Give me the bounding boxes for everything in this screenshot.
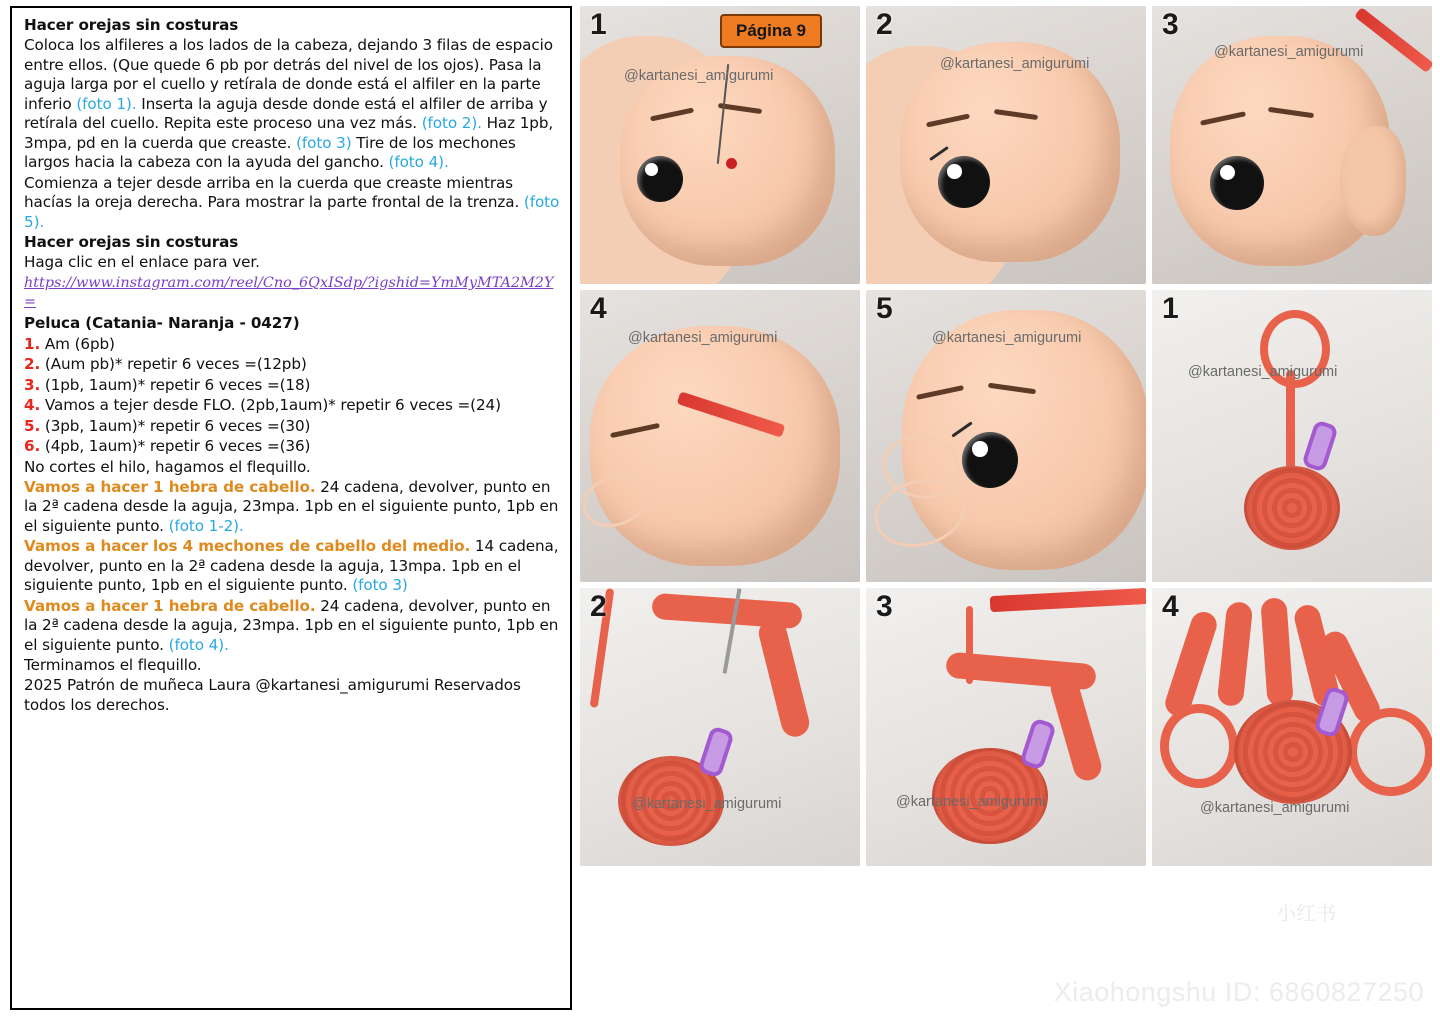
photo-number-badge: 4 — [1162, 590, 1179, 623]
doll-eye — [962, 432, 1018, 488]
photo-number-badge: 4 — [590, 292, 607, 325]
hebra-2-body: 24 cadena, devolver, punto en la 2ª cadena desde la aguja, 23mpa. 1pb en el siguiente punto, 1pb en el siguiente punto. — [24, 596, 559, 654]
round-4-text: Vamos a tejer desde FLO. (2pb,1aum)* repetir 6 veces =(24) — [44, 396, 501, 415]
mechones-foto: (foto 3) — [352, 576, 408, 595]
round-2 — [24, 355, 560, 374]
pin-head — [726, 158, 737, 169]
hebra-2-label: Vamos a hacer 1 hebra de cabello. — [24, 596, 316, 615]
watermark-text: @kartanesi_amigurumi — [624, 68, 774, 84]
no-cortes-line: No cortes el hilo, hagamos el flequillo. — [24, 457, 311, 476]
photo-row-3 — [580, 588, 1432, 866]
page-badge: Página 9 — [720, 14, 822, 48]
instagram-reel-link[interactable]: https://www.instagram.com/reel/Cno_6QxISdp/?igshid=YmMyMTA2M2Y= — [24, 274, 554, 310]
paragraph-1 — [24, 36, 560, 172]
photo-number-badge: 3 — [1162, 8, 1179, 41]
hebra-1-label: Vamos a hacer 1 hebra de cabello. — [24, 477, 316, 496]
photo-grid — [580, 6, 1432, 872]
photo-3[interactable] — [1152, 6, 1432, 284]
terminamos-line: Terminamos el flequillo. — [24, 656, 202, 675]
heading-ears-1: Hacer orejas sin costuras — [24, 16, 239, 34]
p1-foto-3: (foto 3) — [296, 133, 352, 152]
round-2-text: (Aum pb)* repetir 6 veces =(12pb) — [44, 355, 307, 374]
round-3 — [24, 376, 560, 395]
watermark-text: @kartanesi_amigurumi — [932, 330, 1082, 346]
mechones-label: Vamos a hacer los 4 mechones de cabello del medio. — [24, 537, 471, 556]
photo-7[interactable] — [580, 588, 860, 866]
watermark-text: @kartanesi_amigurumi — [940, 56, 1090, 72]
round-1 — [24, 335, 560, 354]
copyright-footer: 2025 Patrón de muñeca Laura @kartanesi_amigurumi Reservados todos los derechos. — [24, 676, 521, 714]
hebra-2-block — [24, 597, 560, 655]
photo-9[interactable] — [1152, 588, 1432, 866]
round-4 — [24, 396, 560, 415]
watermark-text: @kartanesi_amigurumi — [896, 794, 1046, 810]
hebra-2-foto: (foto 4). — [168, 635, 229, 654]
mechones-block — [24, 537, 560, 595]
photo-5[interactable] — [866, 290, 1146, 582]
p1-run-5: Haz 1pb, 3mpa, pd en la cuerda que creaste. — [24, 114, 554, 152]
photo-row-1 — [580, 6, 1432, 284]
yarn-strand — [1286, 370, 1295, 480]
doll-head — [590, 326, 840, 566]
xiaohongshu-id: Xiaohongshu ID: 6860827250 — [1053, 977, 1424, 1007]
photo-6[interactable] — [1152, 290, 1432, 582]
p2-run-1: Comienza a tejer desde arriba en la cuerda que creaste mientras hacías la oreja derecha. Para mostrar la parte frontal de la trenza. — [24, 173, 524, 212]
round-2-number: 2. — [24, 355, 41, 374]
round-3-number: 3. — [24, 375, 41, 394]
yarn-loop — [1160, 704, 1238, 788]
photo-background — [580, 588, 860, 866]
round-5-number: 5. — [24, 416, 41, 435]
watermark-text: @kartanesi_amigurumi — [1188, 364, 1338, 380]
peluca-heading: Peluca (Catania- Naranja - 0427) — [24, 314, 300, 333]
round-1-number: 1. — [24, 334, 41, 353]
hebra-1-block — [24, 478, 560, 536]
watermark-text: @kartanesi_amigurumi — [632, 796, 782, 812]
photo-number-badge: 5 — [876, 292, 893, 325]
photo-number-badge: 1 — [1162, 292, 1179, 325]
paragraph-2 — [24, 174, 560, 232]
photo-4[interactable] — [580, 290, 860, 582]
photo-8[interactable] — [866, 588, 1146, 866]
xiaohongshu-logo: 小红书 — [1246, 892, 1366, 934]
photo-number-badge: 2 — [590, 590, 607, 623]
round-5 — [24, 417, 560, 436]
heading-ears-2: Hacer orejas sin costuras — [24, 232, 239, 251]
hebra-1-foto: (foto 1-2). — [168, 516, 244, 535]
p1-run-3: Inserta la aguja desde donde está el alfiler de arriba y retírala del cuello. Repita este proceso una vez más. — [24, 94, 548, 133]
doll-eye — [1210, 156, 1264, 210]
round-6-number: 6. — [24, 437, 41, 456]
round-1-text: Am (6pb) — [44, 334, 115, 353]
photo-number-badge: 2 — [876, 8, 893, 41]
photo-number-badge: 1 — [590, 8, 607, 41]
photo-1[interactable] — [580, 6, 860, 284]
photo-row-2 — [580, 290, 1432, 582]
watermark-text: @kartanesi_amigurumi — [628, 330, 778, 346]
doll-eye — [938, 156, 990, 208]
doll-ear — [1340, 126, 1406, 236]
watermark-text: @kartanesi_amigurumi — [1200, 800, 1350, 816]
round-5-text: (3pb, 1aum)* repetir 6 veces =(30) — [44, 416, 311, 435]
round-3-text: (1pb, 1aum)* repetir 6 veces =(18) — [44, 375, 311, 394]
doll-eye — [637, 156, 683, 202]
photo-2[interactable] — [866, 6, 1146, 284]
p1-foto-1: (foto 1). — [76, 94, 137, 113]
mechones-body: 14 cadena, devolver, punto en la 2ª cadena desde la aguja, 13mpa. 1pb en el siguiente punto, 1pb en el siguiente punto. — [24, 537, 559, 595]
p1-foto-4: (foto 4). — [388, 153, 449, 172]
yarn-loop — [1348, 708, 1432, 796]
round-6 — [24, 437, 560, 456]
p1-run-1: Coloca los alfileres a los lados de la cabeza, dejando 3 filas de espacio entre ellos. (Que quede 6 pb por detrás del nivel de los ojos). Pasa la aguja larga por el cuello y retírala de donde está el alfiler en la parte inferio — [24, 36, 553, 113]
watermark-text: @kartanesi_amigurumi — [1214, 44, 1364, 60]
photo-number-badge: 3 — [876, 590, 893, 623]
p1-run-7: Tire de los mechones largos hacia la cabeza con la ayuda del gancho. — [24, 133, 516, 172]
doll-head — [900, 42, 1120, 262]
crochet-disc — [1244, 466, 1340, 550]
round-6-text: (4pb, 1aum)* repetir 6 veces =(36) — [44, 437, 311, 456]
instructions-panel — [10, 6, 572, 1010]
round-4-number: 4. — [24, 396, 41, 415]
hebra-1-body: 24 cadena, devolver, punto en la 2ª cadena desde la aguja, 23mpa. 1pb en el siguiente punto, 1pb en el siguiente punto. — [24, 477, 559, 535]
click-link-line: Haga clic en el enlace para ver. — [24, 253, 260, 272]
p2-foto-5: (foto 5). — [24, 193, 560, 231]
p1-foto-2: (foto 2). — [421, 114, 482, 133]
